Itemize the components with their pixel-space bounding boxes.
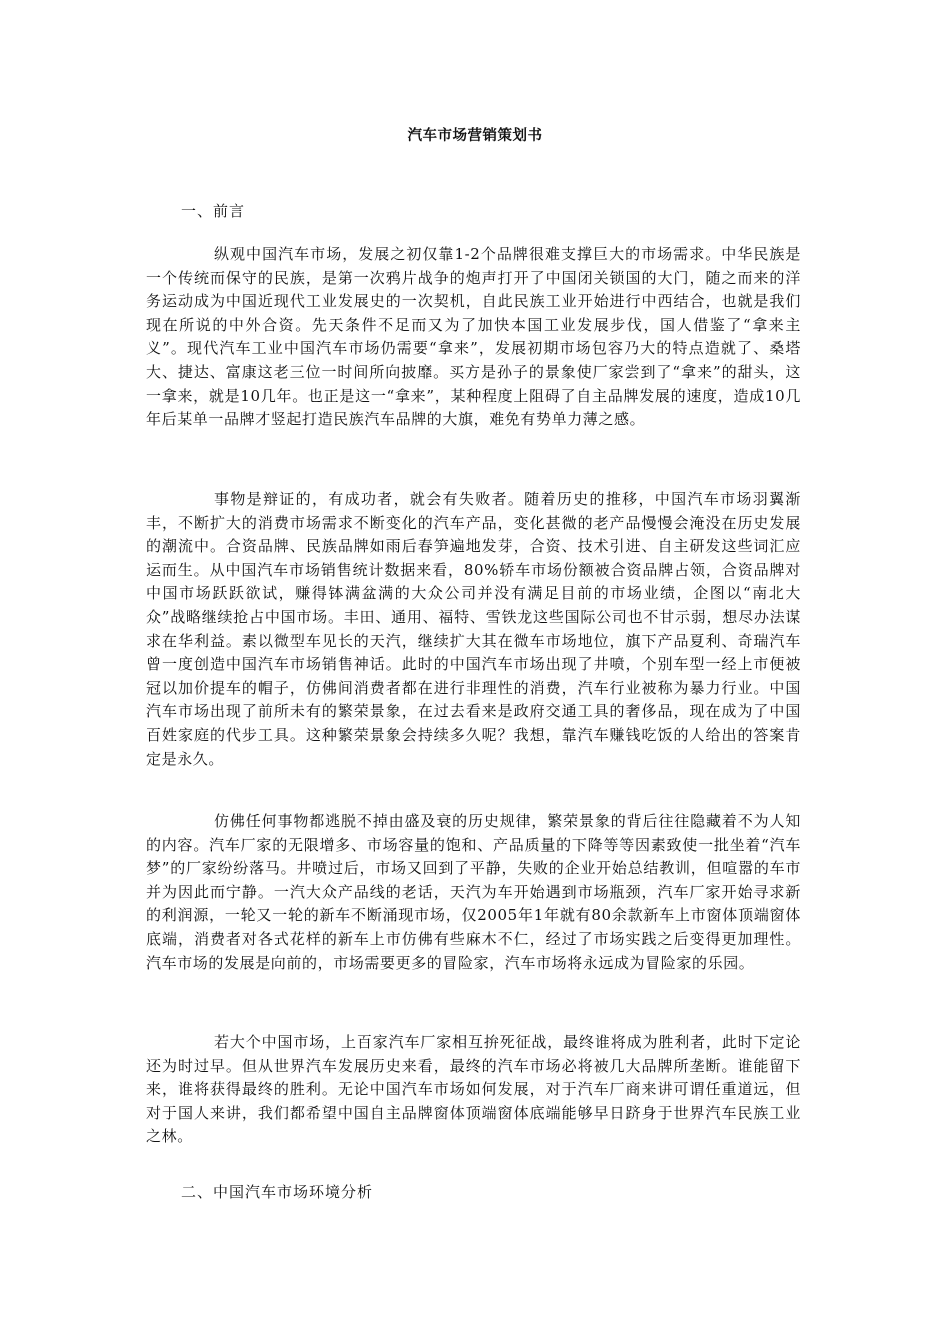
paragraph-4: 若大个中国市场，上百家汽车厂家相互拚死征战，最终谁将成为胜利者，此时下定论还为时过早。但从世界汽车发展历史来看，最终的汽车市场必将被几大品牌所垄断。谁能留下来，谁将获得最终的胜利。无论中国汽车市场如何发展，对于汽车厂商来讲可谓任重道远，但对于国人来讲，我们都希望中国自主品牌窗体顶端窗体底端能够早日跻身于世界汽车民族工业之林。 <box>146 1033 801 1146</box>
paragraph-2: 事物是辩证的，有成功者，就会有失败者。随着历史的推移，中国汽车市场羽翼渐丰，不断扩大的消费市场需求不断变化的汽车产品，变化甚微的老产品慢慢会淹没在历史发展的潮流中。合资品牌、民族品牌如雨后春笋遍地发芽，合资、技术引进、自主研发这些词汇应运而生。从中国汽车市场销售统计数据来看，80%轿车市场份额被合资品牌占领，合资品牌对中国市场跃跃欲试，赚得钵满盆满的大众公司并没有满足目前的市场业绩，企图以“南北大众”战略继续抢占中国市场。丰田、通用、福特、雪铁龙这些国际公司也不甘示弱，想尽办法谋求在华利益。素以微型车见长的天汽，继续扩大其在微车市场地位，旗下产品夏利、奇瑞汽车曾一度创造中国汽车市场销售神话。此时的中国汽车市场出现了井喷，个别车型一经上市便被冠以加价提车的帽子，仿佛间消费者都在进行非理性的消费，汽车行业被称为暴力行业。中国汽车市场出现了前所未有的繁荣景象，在过去看来是政府交通工具的奢侈品，现在成为了中国百姓家庭的代步工具。这种繁荣景象会持续多久呢？我想，靠汽车赚钱吃饭的人给出的答案肯定是永久。 <box>146 490 801 768</box>
paragraph-3: 仿佛任何事物都逃脱不掉由盛及衰的历史规律，繁荣景象的背后往往隐藏着不为人知的内容。汽车厂家的无限增多、市场容量的饱和、产品质量的下降等等因素致使一批坐着“汽车梦”的厂家纷纷落马。井喷过后，市场又回到了平静，失败的企业开始总结教训，但喧嚣的车市并为因此而宁静。一汽大众产品线的老话，天汽为车开始遇到市场瓶颈，汽车厂家开始寻求新的利润源，一轮又一轮的新车不断涌现市场，仅2005年1年就有80余款新车上市窗体顶端窗体底端，消费者对各式花样的新车上市仿佛有些麻木不仁，经过了市场实践之后变得更加理性。汽车市场的发展是向前的，市场需要更多的冒险家，汽车市场将永远成为冒险家的乐园。 <box>146 812 801 972</box>
paragraph-1: 纵观中国汽车市场，发展之初仅靠1-2个品牌很难支撑巨大的市场需求。中华民族是一个传统而保守的民族，是第一次鸦片战争的炮声打开了中国闭关锁国的大门，随之而来的洋务运动成为中国近现代工业发展史的一次契机，自此民族工业开始进行中西结合，也就是我们现在所说的中外合资。先天条件不足而又为了加快本国工业发展步伐，国人借鉴了“拿来主义”。现代汽车工业中国汽车市场仍需要“拿来”，发展初期市场包容乃大的特点造就了、桑塔大、捷达、富康这老三位一时间所向披靡。买方是孙子的景象使厂家尝到了“拿来”的甜头，这一拿来，就是10几年。也正是这一“拿来”，某种程度上阻碍了自主品牌发展的速度，造成10几年后某单一品牌才竖起打造民族汽车品牌的大旗，难免有势单力薄之感。 <box>146 245 801 429</box>
section-heading-market-analysis: 二、中国汽车市场环境分析 <box>181 1183 374 1201</box>
document-title: 汽车市场营销策划书 <box>407 128 543 144</box>
section-heading-preface: 一、前言 <box>181 202 246 220</box>
